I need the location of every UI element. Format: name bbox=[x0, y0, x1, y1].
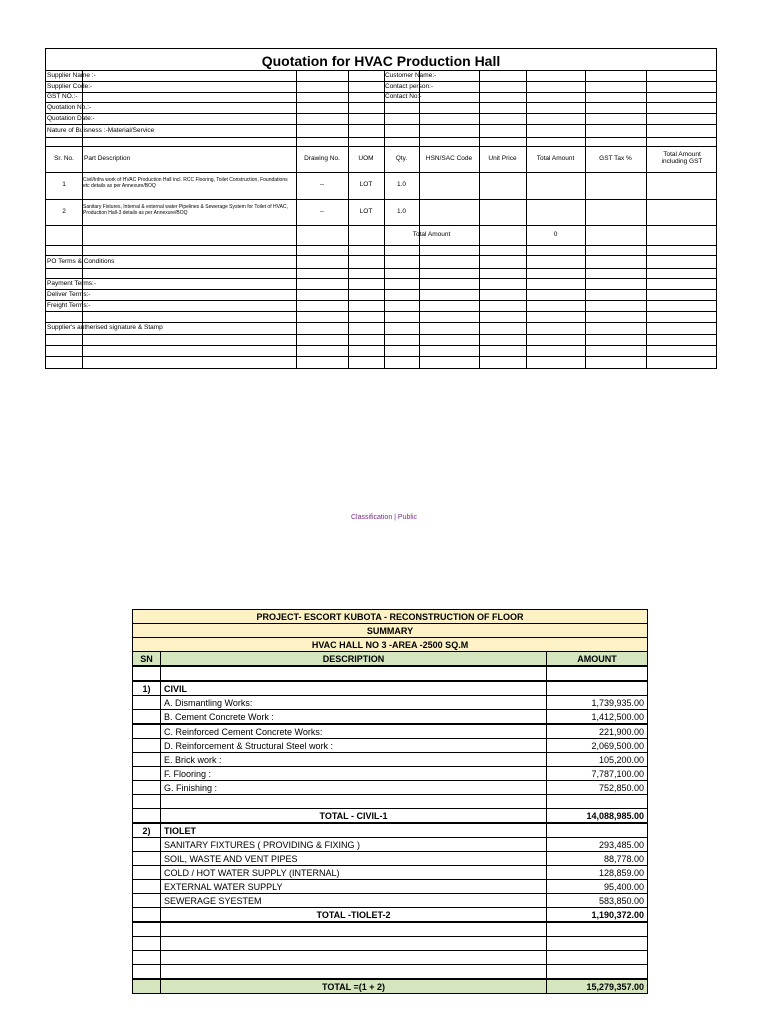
quotation-sheet bbox=[45, 48, 717, 369]
table-row bbox=[133, 795, 648, 809]
item-uom: LOT bbox=[359, 181, 373, 188]
col-hsn-sac: HSN/SAC Code bbox=[425, 155, 473, 162]
line-amount: 293,485.00 bbox=[547, 838, 648, 852]
po-terms-label: PO Terms & Conditions bbox=[47, 258, 115, 265]
quotation-no-label: Quotation No.:- bbox=[47, 104, 92, 111]
table-row bbox=[133, 922, 648, 937]
line-amount: 128,859.00 bbox=[547, 866, 648, 880]
grid-line bbox=[585, 71, 586, 368]
table-row bbox=[133, 666, 648, 681]
item-drawing: -- bbox=[319, 181, 325, 188]
grid-line bbox=[646, 71, 647, 368]
line-description: A. Dismantling Works: bbox=[161, 696, 547, 710]
contact-no-label: Contact No:- bbox=[385, 93, 422, 100]
col-description: DESCRIPTION bbox=[161, 652, 547, 667]
grid-line bbox=[348, 71, 349, 368]
section-sn: 1) bbox=[133, 681, 161, 696]
hall-title: HVAC HALL NO 3 -AREA -2500 SQ.M bbox=[133, 638, 648, 652]
signature-label: Supplier's autherised signature & Stamp bbox=[47, 324, 163, 331]
total-amount-value: 0 bbox=[553, 231, 558, 238]
line-description: EXTERNAL WATER SUPPLY bbox=[161, 880, 547, 894]
supplier-name-label: Supplier Name :- bbox=[47, 72, 96, 79]
section-label: TIOLET bbox=[161, 823, 547, 838]
line-amount: 7,787,100.00 bbox=[547, 767, 648, 781]
table-row bbox=[133, 823, 648, 838]
line-description: D. Reinforcement & Structural Steel work : bbox=[161, 739, 547, 753]
item-description: Civil/Infra work of HVAC Production Hall incl. RCC Flooring, Toilet Construction, Foundations etc details as per Annexure/BOQ bbox=[83, 177, 288, 189]
line-amount: 105,200.00 bbox=[547, 753, 648, 767]
table-row bbox=[133, 937, 648, 951]
classification-label: Classification | Public bbox=[350, 514, 417, 521]
table-row bbox=[133, 838, 648, 852]
item-sr: 2 bbox=[62, 208, 66, 215]
col-total-amount: Total Amount bbox=[536, 155, 575, 162]
item-description: Sanitary Fixtures, Internal & external water Pipelines & Sewerage System for Toilet of HVAC, Production Hall-3 details as per Annexure/BOQ bbox=[83, 204, 288, 216]
supplier-code-label: Supplier Code:- bbox=[47, 83, 93, 90]
line-description: COLD / HOT WATER SUPPLY (INTERNAL) bbox=[161, 866, 547, 880]
table-row bbox=[133, 781, 648, 795]
grand-total-row bbox=[133, 979, 648, 994]
grid-line bbox=[479, 71, 480, 368]
line-amount: 1,412,500.00 bbox=[547, 710, 648, 725]
item-qty: 1.0 bbox=[396, 181, 407, 188]
col-drawing-no: Drawing No. bbox=[304, 155, 340, 162]
table-row bbox=[133, 696, 648, 710]
total-amount-label: Total Amount bbox=[412, 231, 451, 238]
line-description: SOIL, WASTE AND VENT PIPES bbox=[161, 852, 547, 866]
tiolet-total: 1,190,372.00 bbox=[547, 908, 648, 923]
gst-no-label: GST NO.:- bbox=[47, 93, 78, 100]
line-amount: 752,850.00 bbox=[547, 781, 648, 795]
col-gst-tax: GST Tax % bbox=[599, 155, 632, 162]
grand-total: 15,279,357.00 bbox=[547, 979, 648, 994]
table-row bbox=[133, 965, 648, 980]
col-uom: UOM bbox=[358, 155, 374, 162]
delivery-terms-label: Deliver Terms:- bbox=[47, 291, 91, 298]
table-row bbox=[133, 951, 648, 965]
table-row bbox=[133, 894, 648, 908]
section-label: CIVIL bbox=[161, 681, 547, 696]
col-sr-no: Sr. No. bbox=[54, 155, 74, 162]
line-description: C. Reinforced Cement Concrete Works: bbox=[161, 724, 547, 739]
line-amount: 2,069,500.00 bbox=[547, 739, 648, 753]
col-total-incl-gst: Total Amount including GST bbox=[661, 151, 703, 165]
line-amount: 1,739,935.00 bbox=[547, 696, 648, 710]
payment-terms-label: Payment Terms:- bbox=[47, 280, 97, 287]
line-description: E. Brick work : bbox=[161, 753, 547, 767]
item-sr: 1 bbox=[62, 181, 66, 188]
table-row bbox=[133, 753, 648, 767]
grid-line bbox=[526, 71, 527, 368]
contact-person-label: Contact person:- bbox=[385, 83, 434, 90]
line-amount: 95,400.00 bbox=[547, 880, 648, 894]
item-qty: 1.0 bbox=[396, 208, 407, 215]
summary-subtitle: SUMMARY bbox=[133, 624, 648, 638]
nature-of-business-label: Nature of Buisness :-Material/Service bbox=[47, 127, 155, 134]
section-sn: 2) bbox=[133, 823, 161, 838]
civil-total: 14,088,985.00 bbox=[547, 809, 648, 824]
line-amount: 88,778.00 bbox=[547, 852, 648, 866]
table-row bbox=[133, 739, 648, 753]
customer-name-label: Customer Name:- bbox=[385, 72, 437, 79]
col-qty: Qty. bbox=[395, 155, 408, 162]
grid-line bbox=[384, 71, 385, 368]
freight-terms-label: Freight Terms:- bbox=[47, 302, 91, 309]
col-unit-price: Unit Price bbox=[488, 155, 517, 162]
civil-total-label: TOTAL - CIVIL-1 bbox=[161, 809, 547, 824]
table-row bbox=[133, 767, 648, 781]
table-row bbox=[133, 724, 648, 739]
table-row bbox=[133, 866, 648, 880]
col-amount: AMOUNT bbox=[547, 652, 648, 667]
tiolet-total-label: TOTAL -TIOLET-2 bbox=[161, 908, 547, 923]
line-amount: 221,900.00 bbox=[547, 724, 648, 739]
grand-total-label: TOTAL =(1 + 2) bbox=[161, 979, 547, 994]
grid-line bbox=[296, 71, 297, 368]
col-sn: SN bbox=[133, 652, 161, 667]
col-part-description: Part Description bbox=[84, 155, 131, 162]
table-row bbox=[133, 809, 648, 824]
table-row bbox=[133, 681, 648, 696]
project-title: PROJECT- ESCORT KUBOTA - RECONSTRUCTION OF FLOOR bbox=[133, 610, 648, 624]
line-amount: 583,850.00 bbox=[547, 894, 648, 908]
line-description: B. Cement Concrete Work : bbox=[161, 710, 547, 725]
line-description: F. Flooring : bbox=[161, 767, 547, 781]
line-description: G. Finishing : bbox=[161, 781, 547, 795]
summary-table bbox=[132, 609, 648, 994]
quotation-date-label: Quotation Date:- bbox=[47, 115, 95, 122]
line-description: SEWERAGE SYESTEM bbox=[161, 894, 547, 908]
table-row bbox=[133, 908, 648, 923]
table-row bbox=[133, 880, 648, 894]
grid-line bbox=[419, 71, 420, 368]
item-drawing: -- bbox=[319, 208, 325, 215]
table-row bbox=[133, 710, 648, 725]
table-row bbox=[133, 852, 648, 866]
line-description: SANITARY FIXTURES ( PROVIDING & FIXING ) bbox=[161, 838, 547, 852]
quotation-title: Quotation for HVAC Production Hall bbox=[46, 49, 716, 71]
item-uom: LOT bbox=[359, 208, 373, 215]
